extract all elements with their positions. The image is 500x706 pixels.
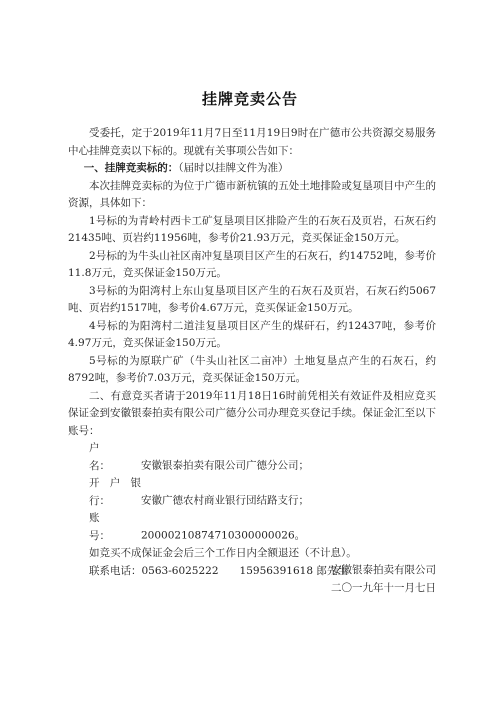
section1-lead: 本次挂牌竞卖标的为位于广德市新杭镇的五处土地排险或复垦项目中产生的资源，具体如下： — [68, 179, 436, 209]
page-title: 挂牌竞卖公告 — [201, 90, 298, 108]
section1-heading: 一、挂牌竞卖标的： — [83, 162, 179, 174]
lot-item-4: 4号标的为阳湾村二道洼复垦项目区产生的煤矸石，约12437吨，参考价4.97万元，竞买保证金150万元。 — [68, 319, 436, 349]
contact-phone: 联系电话：0563-6025222 15956391618 郎先生 — [89, 564, 348, 577]
lot-item-1: 1号标的为青岭村西卡工矿复垦项目区排险产生的石灰石及页岩，石灰石约21435吨、页岩约11956吨，参考价21.93万元，竞买保证金150万元。 — [68, 214, 436, 244]
section2-paragraph: 二、有意竞买者请于2019年11月18日16时前凭相关有效证件及相应竞买保证金到安徽银泰拍卖有限公司广德分公司办理竞买登记手续。保证金汇至以下账号： — [68, 389, 436, 437]
account-name-value: 安徽银泰拍卖有限公司广德分公司； — [141, 459, 309, 472]
account-number-value: 20000210874710300000026。 — [141, 529, 306, 542]
refund-note: 如竞买不成保证金会后三个工作日内全额退还（不计息）。 — [89, 547, 357, 559]
signature-block — [331, 562, 436, 597]
account-bank-value: 安徽广德农村商业银行団结路支行； — [141, 494, 309, 507]
lot-item-5: 5号标的为原联广矿（牛头山社区二亩冲）土地复垦点产生的石灰石，约8792吨，参考价7.03万元，竞买保证金150万元。 — [68, 354, 436, 384]
announcement-body — [68, 125, 436, 580]
section1-note: （届时以挂牌文件为准） — [178, 162, 289, 174]
lot-item-3: 3号标的为阳湾村上东山复垦项目区产生的石灰石及页岩，石灰石约5067吨、页岩约1517吨，参考价4.67万元，竞买保证金150万元。 — [68, 284, 436, 314]
section1-heading-line — [68, 160, 436, 178]
account-number-row — [68, 510, 436, 545]
lot-item-2: 2号标的为牛头山社区南冲复垦项目区产生的石灰石，约14752吨，参考价11.8万元，竞买保证金150万元。 — [68, 249, 436, 279]
account-number-label: 账 号： — [89, 512, 121, 542]
account-bank-row — [68, 475, 436, 510]
account-bank-label: 开户银行： — [89, 477, 141, 507]
account-name-row — [68, 440, 436, 475]
account-name-label: 户 名： — [89, 442, 121, 472]
signature-date: 二〇一九年十一月七日 — [331, 581, 436, 594]
intro-paragraph: 受委托，定于2019年11月7日至11月19日9时在广德市公共资源交易服务中心挂牌竞卖以下标的。现就有关事项公告如下： — [68, 127, 436, 157]
signature-company: 安徽银泰拍卖有限公司 — [331, 564, 436, 576]
